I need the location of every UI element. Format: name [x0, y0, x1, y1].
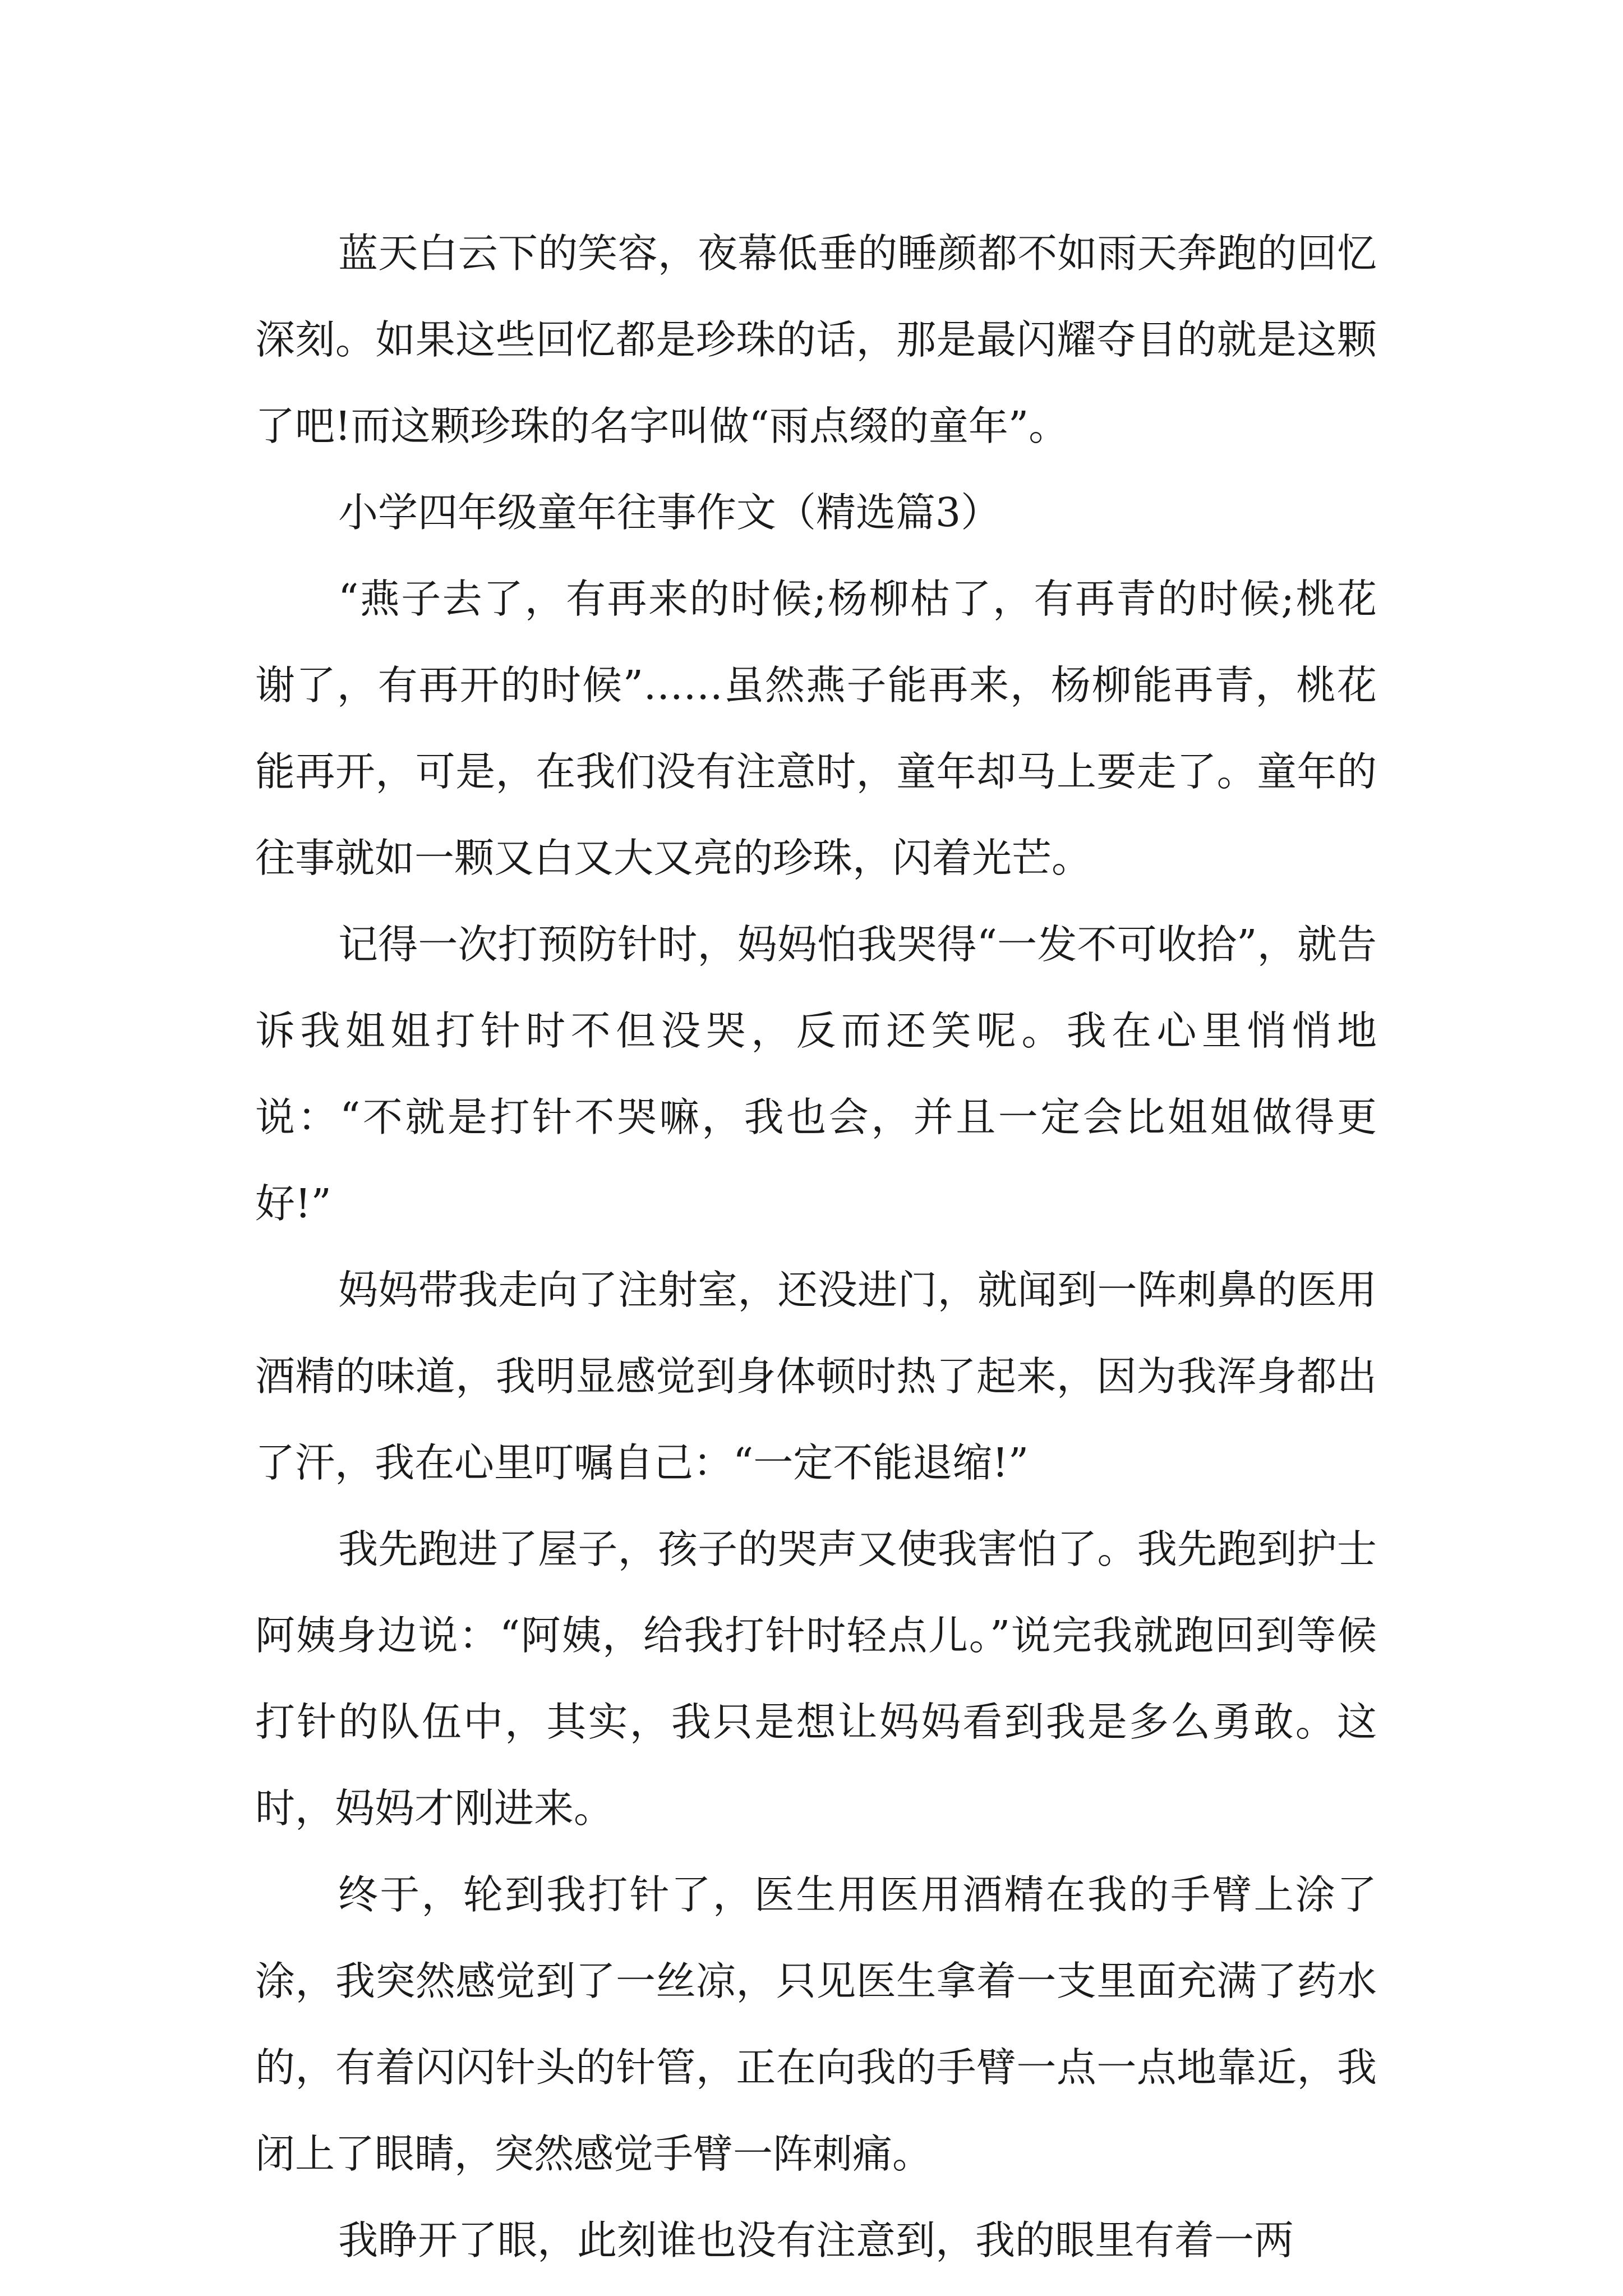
paragraph-5: 我先跑进了屋子，孩子的哭声又使我害怕了。我先跑到护士阿姨身边说：“阿姨，给我打针时轻点儿。”说完我就跑回到等候打针的队伍中，其实，我只是想让妈妈看到我是多么勇敢。这时，妈妈才刚进来。 [255, 1526, 1377, 1832]
section-title: 小学四年级童年往事作文（精选篇3） [338, 489, 1001, 536]
paragraph-3: 记得一次打预防针时，妈妈怕我哭得“一发不可收拾”，就告诉我姐姐打针时不但没哭，反而还笑呢。我在心里悄悄地说：“不就是打针不哭嘛，我也会，并且一定会比姐姐做得更好!” [255, 921, 1377, 1227]
paragraph-2: “燕子去了，有再来的时候;杨柳枯了，有再青的时候;桃花谢了，有再开的时候”……虽然燕子能再来，杨柳能再青，桃花能再开，可是，在我们没有注意时，童年却马上要走了。童年的往事就如一颗又白又大又亮的珍珠，闪着光芒。 [255, 576, 1377, 881]
paragraph-4: 妈妈带我走向了注射室，还没进门，就闻到一阵刺鼻的医用酒精的味道，我明显感觉到身体顿时热了起来，因为我浑身都出了汗，我在心里叮嘱自己：“一定不能退缩!” [255, 1267, 1377, 1486]
paragraph-6: 终于，轮到我打针了，医生用医用酒精在我的手臂上涂了涂，我突然感觉到了一丝凉，只见医生拿着一支里面充满了药水的，有着闪闪针头的针管，正在向我的手臂一点一点地靠近，我闭上了眼睛，突然感觉手臂一阵刺痛。 [255, 1871, 1377, 2177]
document-body [255, 210, 1377, 2284]
paragraph-7: 我睁开了眼，此刻谁也没有注意到，我的眼里有着一两 [338, 2217, 1294, 2263]
paragraph-1: 蓝天白云下的笑容，夜幕低垂的睡颜都不如雨天奔跑的回忆深刻。如果这些回忆都是珍珠的话，那是最闪耀夺目的就是这颗了吧!而这颗珍珠的名字叫做“雨点缀的童年”。 [255, 230, 1377, 449]
